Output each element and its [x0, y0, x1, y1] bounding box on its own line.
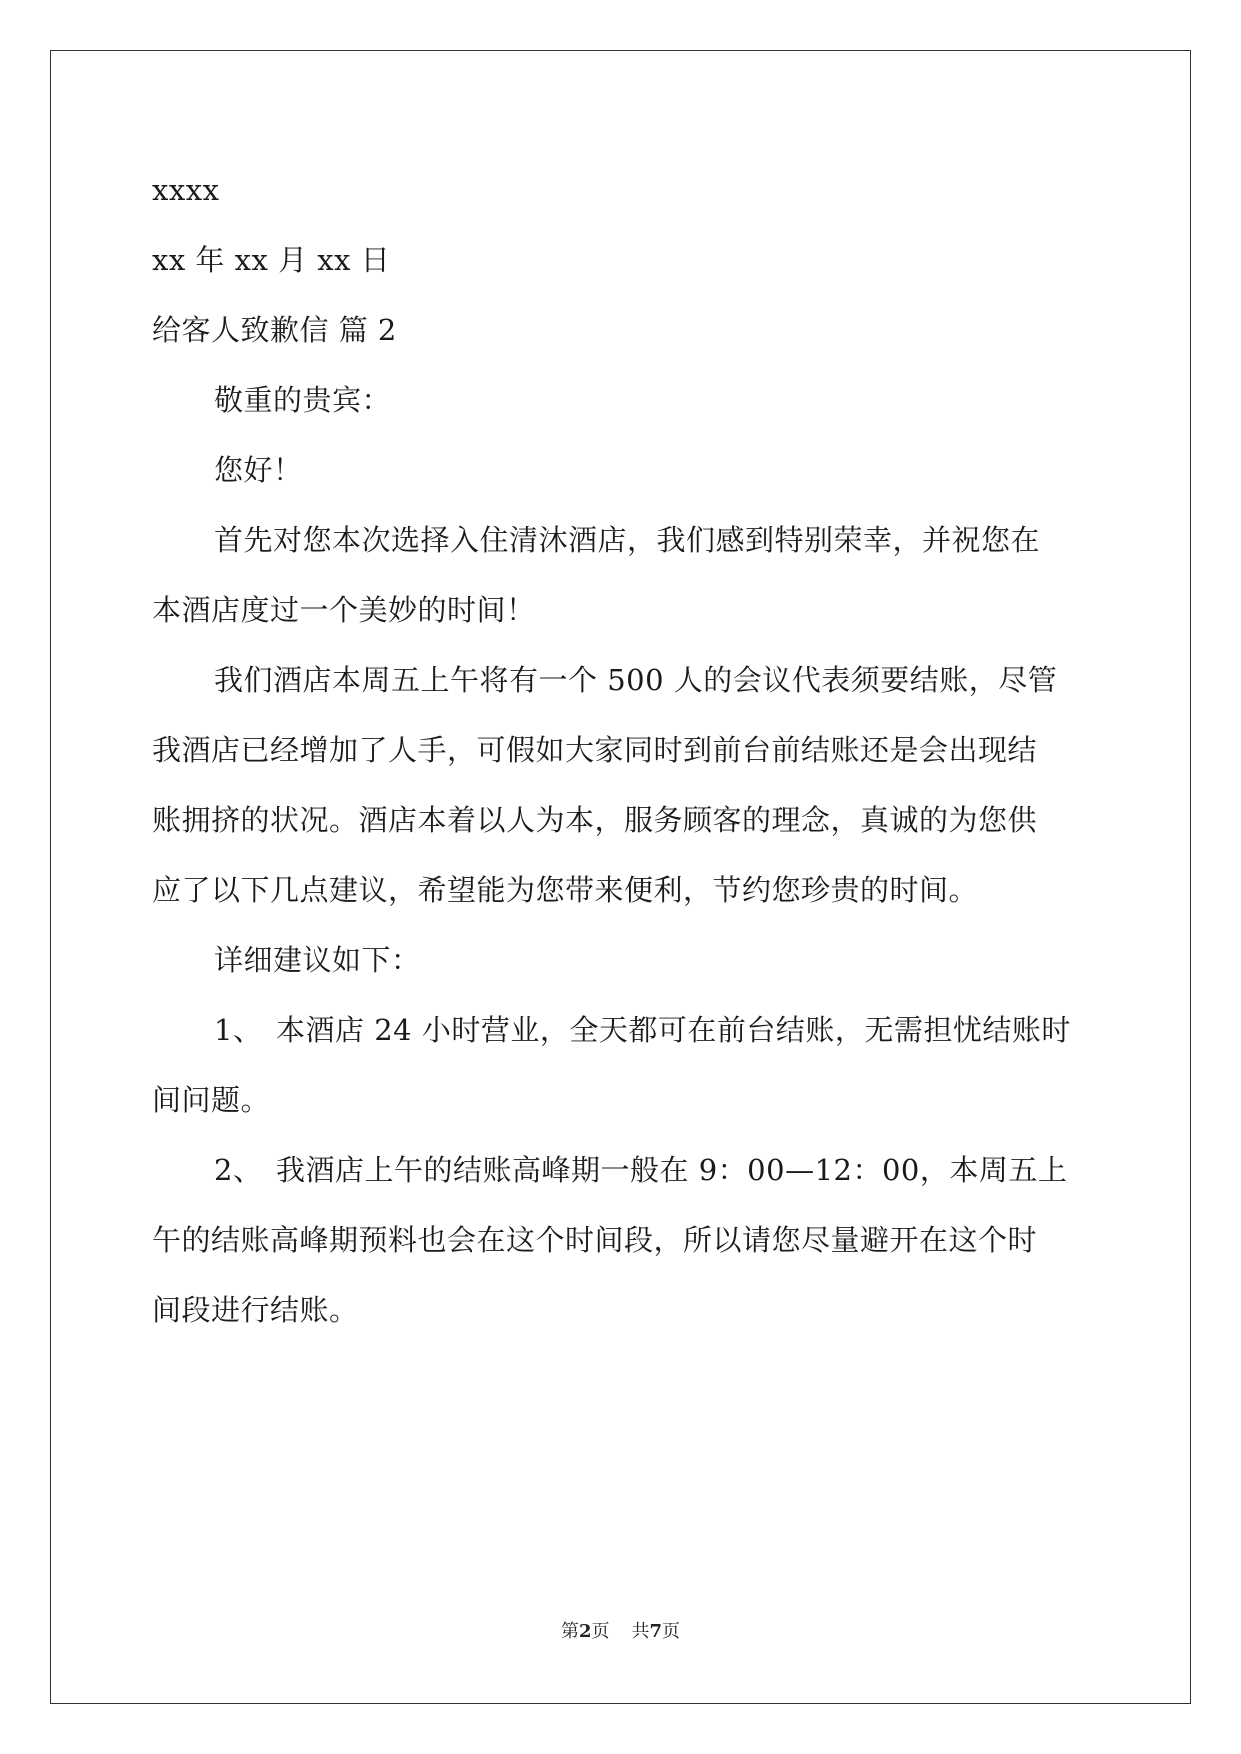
page-footer: [0, 1620, 1241, 1644]
total-prefix: 共: [631, 1621, 650, 1642]
body-line: 首先对您本次选择入住清沐酒店，我们感到特别荣幸，并祝您在: [214, 523, 1041, 557]
current-page-number: 2: [578, 1621, 592, 1642]
body-line: 本酒店度过一个美妙的时间！: [152, 593, 536, 627]
item-text: 间段进行结账。: [152, 1293, 359, 1327]
item-text: 本酒店 24 小时营业，全天都可在前台结账，无需担忧结账时: [276, 1013, 1071, 1047]
total-page-number: 7: [649, 1621, 663, 1642]
letter-heading: 给客人致歉信 篇 2: [152, 313, 397, 347]
page-prefix: 第: [560, 1621, 579, 1642]
body-line: 应了以下几点建议，希望能为您带来便利，节约您珍贵的时间。: [152, 873, 979, 907]
item-number: 2、: [214, 1153, 263, 1187]
page-suffix: 页: [591, 1621, 610, 1642]
body-line: 我们酒店本周五上午将有一个 500 人的会议代表须要结账，尽管: [214, 663, 1058, 697]
greeting: 您好！: [214, 453, 303, 487]
body-line: 我酒店已经增加了人手，可假如大家同时到前台前结账还是会出现结: [152, 733, 1038, 767]
body-line: 账拥挤的状况。酒店本着以人为本，服务顾客的理念，真诚的为您供: [152, 803, 1038, 837]
item-text: 我酒店上午的结账高峰期一般在 9：00—12：00，本周五上: [276, 1153, 1068, 1187]
suggestion-item: [214, 1150, 1067, 1190]
letter-date: xx 年 xx 月 xx 日: [152, 243, 391, 277]
suggestions-intro: 详细建议如下：: [214, 943, 421, 977]
item-text: 午的结账高峰期预料也会在这个时间段，所以请您尽量避开在这个时: [152, 1223, 1038, 1257]
suggestion-item: [214, 1010, 1071, 1050]
salutation: 敬重的贵宾：: [214, 383, 392, 417]
sender-signature: xxxx: [152, 173, 220, 207]
item-number: 1、: [214, 1013, 263, 1047]
total-suffix: 页: [662, 1621, 681, 1642]
item-text: 间问题。: [152, 1083, 271, 1117]
